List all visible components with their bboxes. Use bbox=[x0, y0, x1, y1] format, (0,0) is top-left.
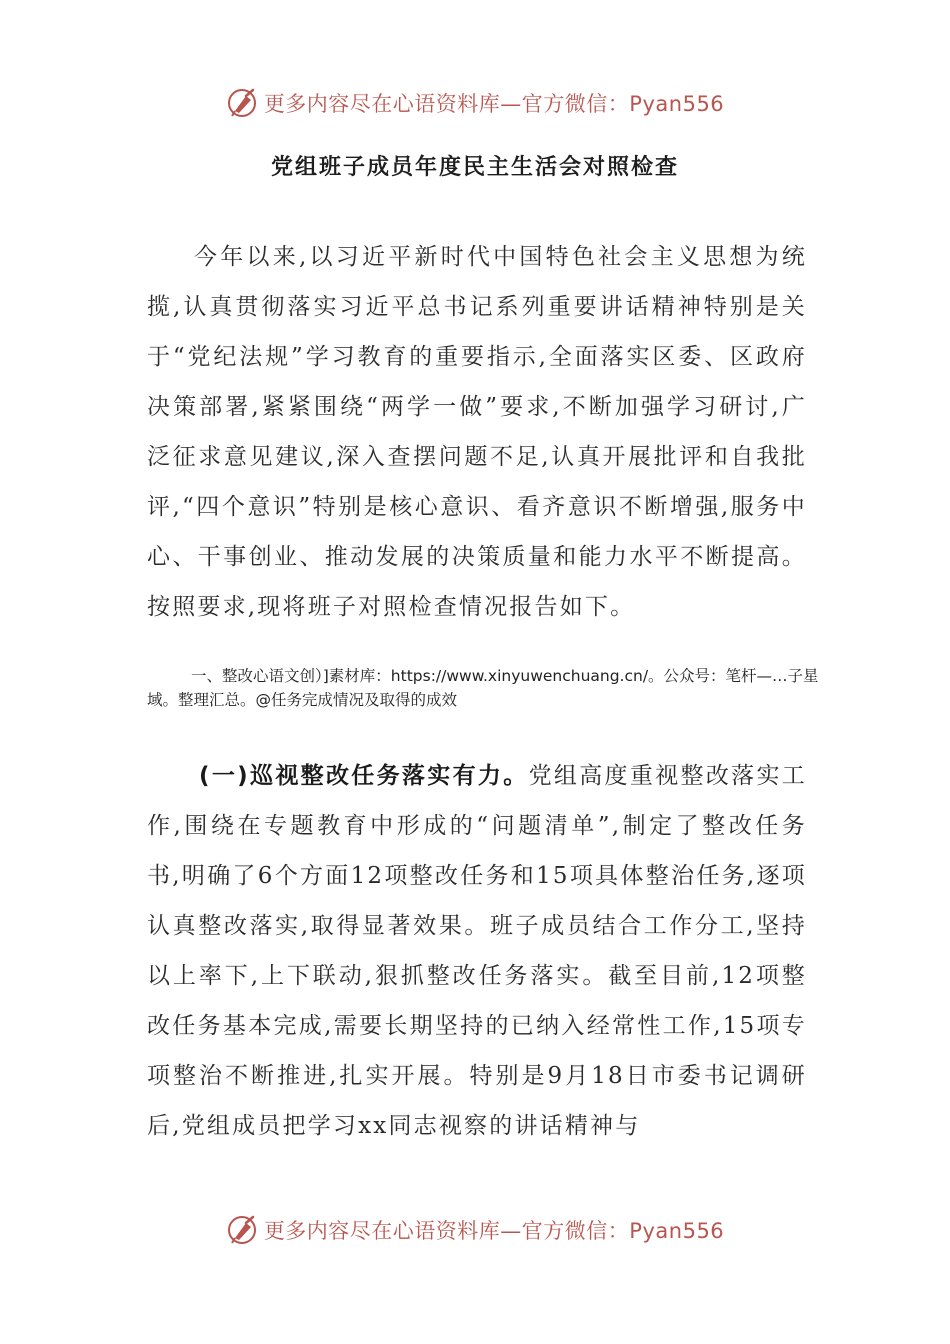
pen-nib-logo-icon bbox=[226, 86, 260, 120]
watermark-text-top: 更多内容尽在心语资料库—官方微信：Pyan556 bbox=[263, 92, 725, 116]
intro-paragraph bbox=[147, 232, 807, 632]
pen-nib-logo-icon bbox=[226, 1213, 260, 1247]
document-title: 党组班子成员年度民主生活会对照检查 bbox=[270, 155, 679, 180]
intro-text: 今年以来,以习近平新时代中国特色社会主义思想为统揽,认真贯彻落实习近平总书记系列重要讲话精神特别是关于“党纪法规”学习教育的重要指示,全面落实区委、区政府决策部署,紧紧围绕“两学一做”要求,不断加强学习研讨,广泛征求意见建议,深入查摆问题不足,认真开展批评和自我批评,“四个意识”特别是核心意识、看齐意识不断增强,服务中心、干事创业、推动发展的决策质量和能力水平不断提高。按照要求,现将班子对照检查情况报告如下。 bbox=[147, 244, 807, 620]
watermark-text-bottom: 更多内容尽在心语资料库—官方微信：Pyan556 bbox=[263, 1219, 725, 1243]
section-1-heading: (一)巡视整改任务落实有力。 bbox=[199, 763, 529, 789]
section-1-body: 党组高度重视整改落实工作,围绕在专题教育中形成的“问题清单”,制定了整改任务书,明确了6个方面12项整改任务和15项具体整治任务,逐项认真整改落实,取得显著效果。班子成员结合工作分工,坚持以上率下,上下联动,狠抓整改任务落实。截至目前,12项整改任务基本完成,需要长期坚持的已纳入经常性工作,15项专项整治不断推进,扎实开展。特别是9月18日市委书记调研后,党组成员把学习xx同志视察的讲话精神与 bbox=[147, 763, 807, 1139]
watermark-banner-bottom bbox=[0, 1210, 950, 1250]
section-1-paragraph bbox=[147, 751, 807, 1151]
section-note bbox=[147, 664, 827, 712]
watermark-banner-top bbox=[0, 83, 950, 123]
section-note-text: 一、整改心语文创）]素材库：https://www.xinyuwenchuang.cn/。公众号：笔杆—…子星域。整理汇总。@任务完成情况及取得的成效 bbox=[147, 667, 819, 709]
